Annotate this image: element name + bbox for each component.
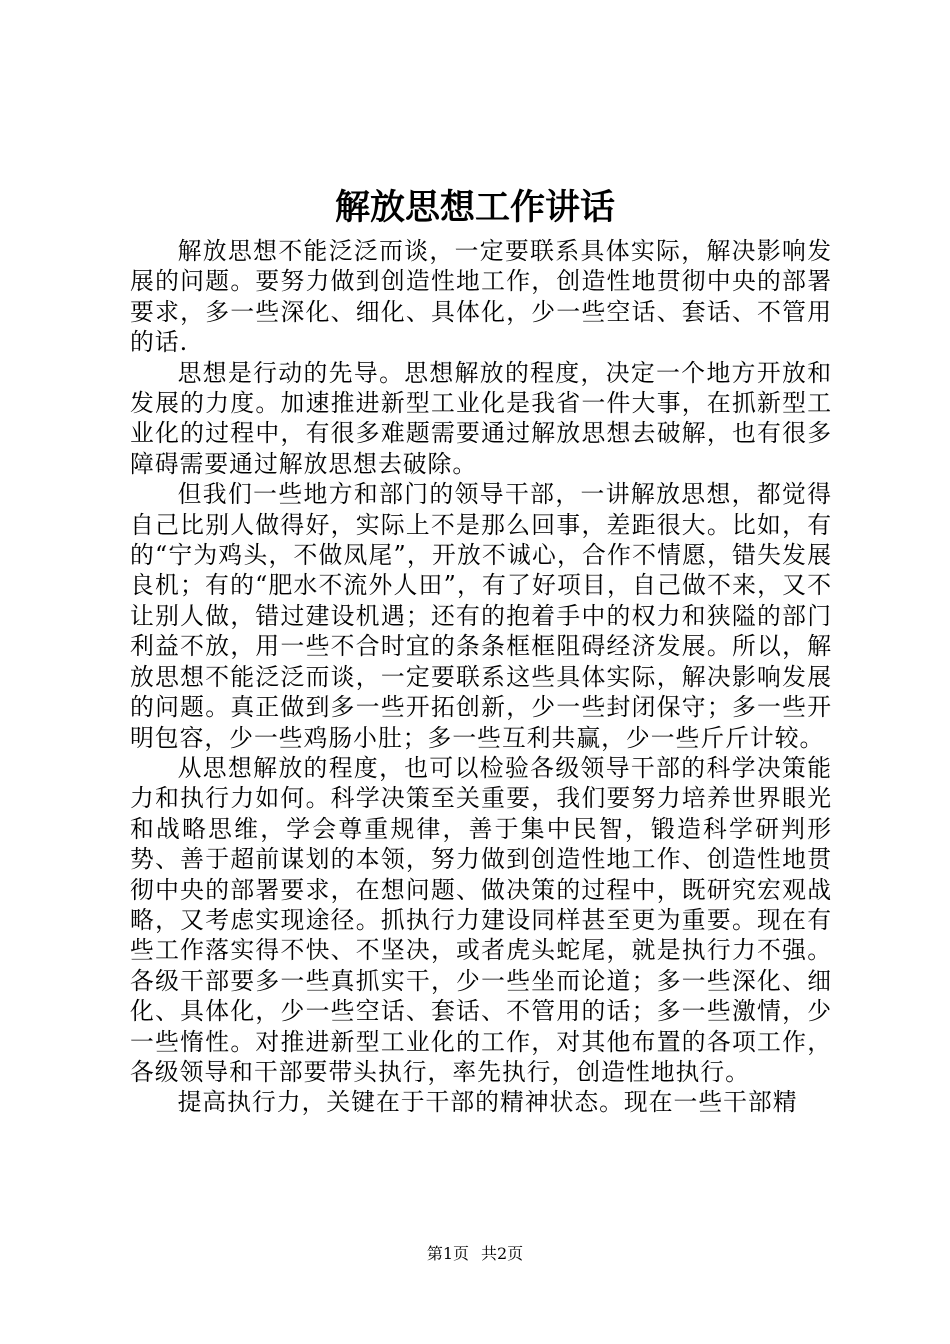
- page-title: 解放思想工作讲话: [334, 187, 615, 228]
- page-footer: [0, 1244, 950, 1264]
- paragraph: 但我们一些地方和部门的领导干部，一讲解放思想，都觉得自己比别人做得好，实际上不是那么回事，差距很大。比如，有的“宁为鸡头，不做凤尾”，开放不诚心，合作不情愿，错失发展良机；有的“肥水不流外人田”，有了好项目，自己做不来，又不让别人做，错过建设机遇；还有的抱着手中的权力和狭隘的部门利益不放，用一些不合时宜的条条框框阻碍经济发展。所以，解放思想不能泛泛而谈，一定要联系这些具体实际，解决影响发展的问题。真正做到多一些开拓创新，少一些封闭保守；多一些开明包容，少一些鸡肠小肚；多一些互利共赢，少一些斤斤计较。: [130, 480, 832, 752]
- paragraph: 提高执行力，关键在于干部的精神状态。现在一些干部精: [177, 1088, 798, 1117]
- paragraph: 解放思想不能泛泛而谈，一定要联系具体实际，解决影响发展的问题。要努力做到创造性地工作，创造性地贯彻中央的部署要求，多一些深化、细化、具体化，少一些空话、套话、不管用的话.: [130, 237, 832, 357]
- page-total: 共2页: [481, 1244, 524, 1263]
- document-body: [130, 236, 832, 1118]
- paragraph: 从思想解放的程度，也可以检验各级领导干部的科学决策能力和执行力如何。科学决策至关重要，我们要努力培养世界眼光和战略思维，学会尊重规律，善于集中民智，锻造科学研判形势、善于超前谋划的本领，努力做到创造性地工作、创造性地贯彻中央的部署要求，在想问题、做决策的过程中，既研究宏观战略，又考虑实现途径。抓执行力建设同样甚至更为重要。现在有些工作落实得不快、不坚决，或者虎头蛇尾，就是执行力不强。各级干部要多一些真抓实干，少一些坐而论道；多一些深化、细化、具体化，少一些空话、套话、不管用的话；多一些激情，少一些惰性。对推进新型工业化的工作，对其他布置的各项工作，各级领导和干部要带头执行，率先执行，创造性地执行。: [130, 753, 832, 1086]
- paragraph: 思想是行动的先导。思想解放的程度，决定一个地方开放和发展的力度。加速推进新型工业化是我省一件大事，在抓新型工业化的过程中，有很多难题需要通过解放思想去破解，也有很多障碍需要通过解放思想去破除。: [130, 358, 832, 478]
- page-number: 第1页: [426, 1244, 469, 1263]
